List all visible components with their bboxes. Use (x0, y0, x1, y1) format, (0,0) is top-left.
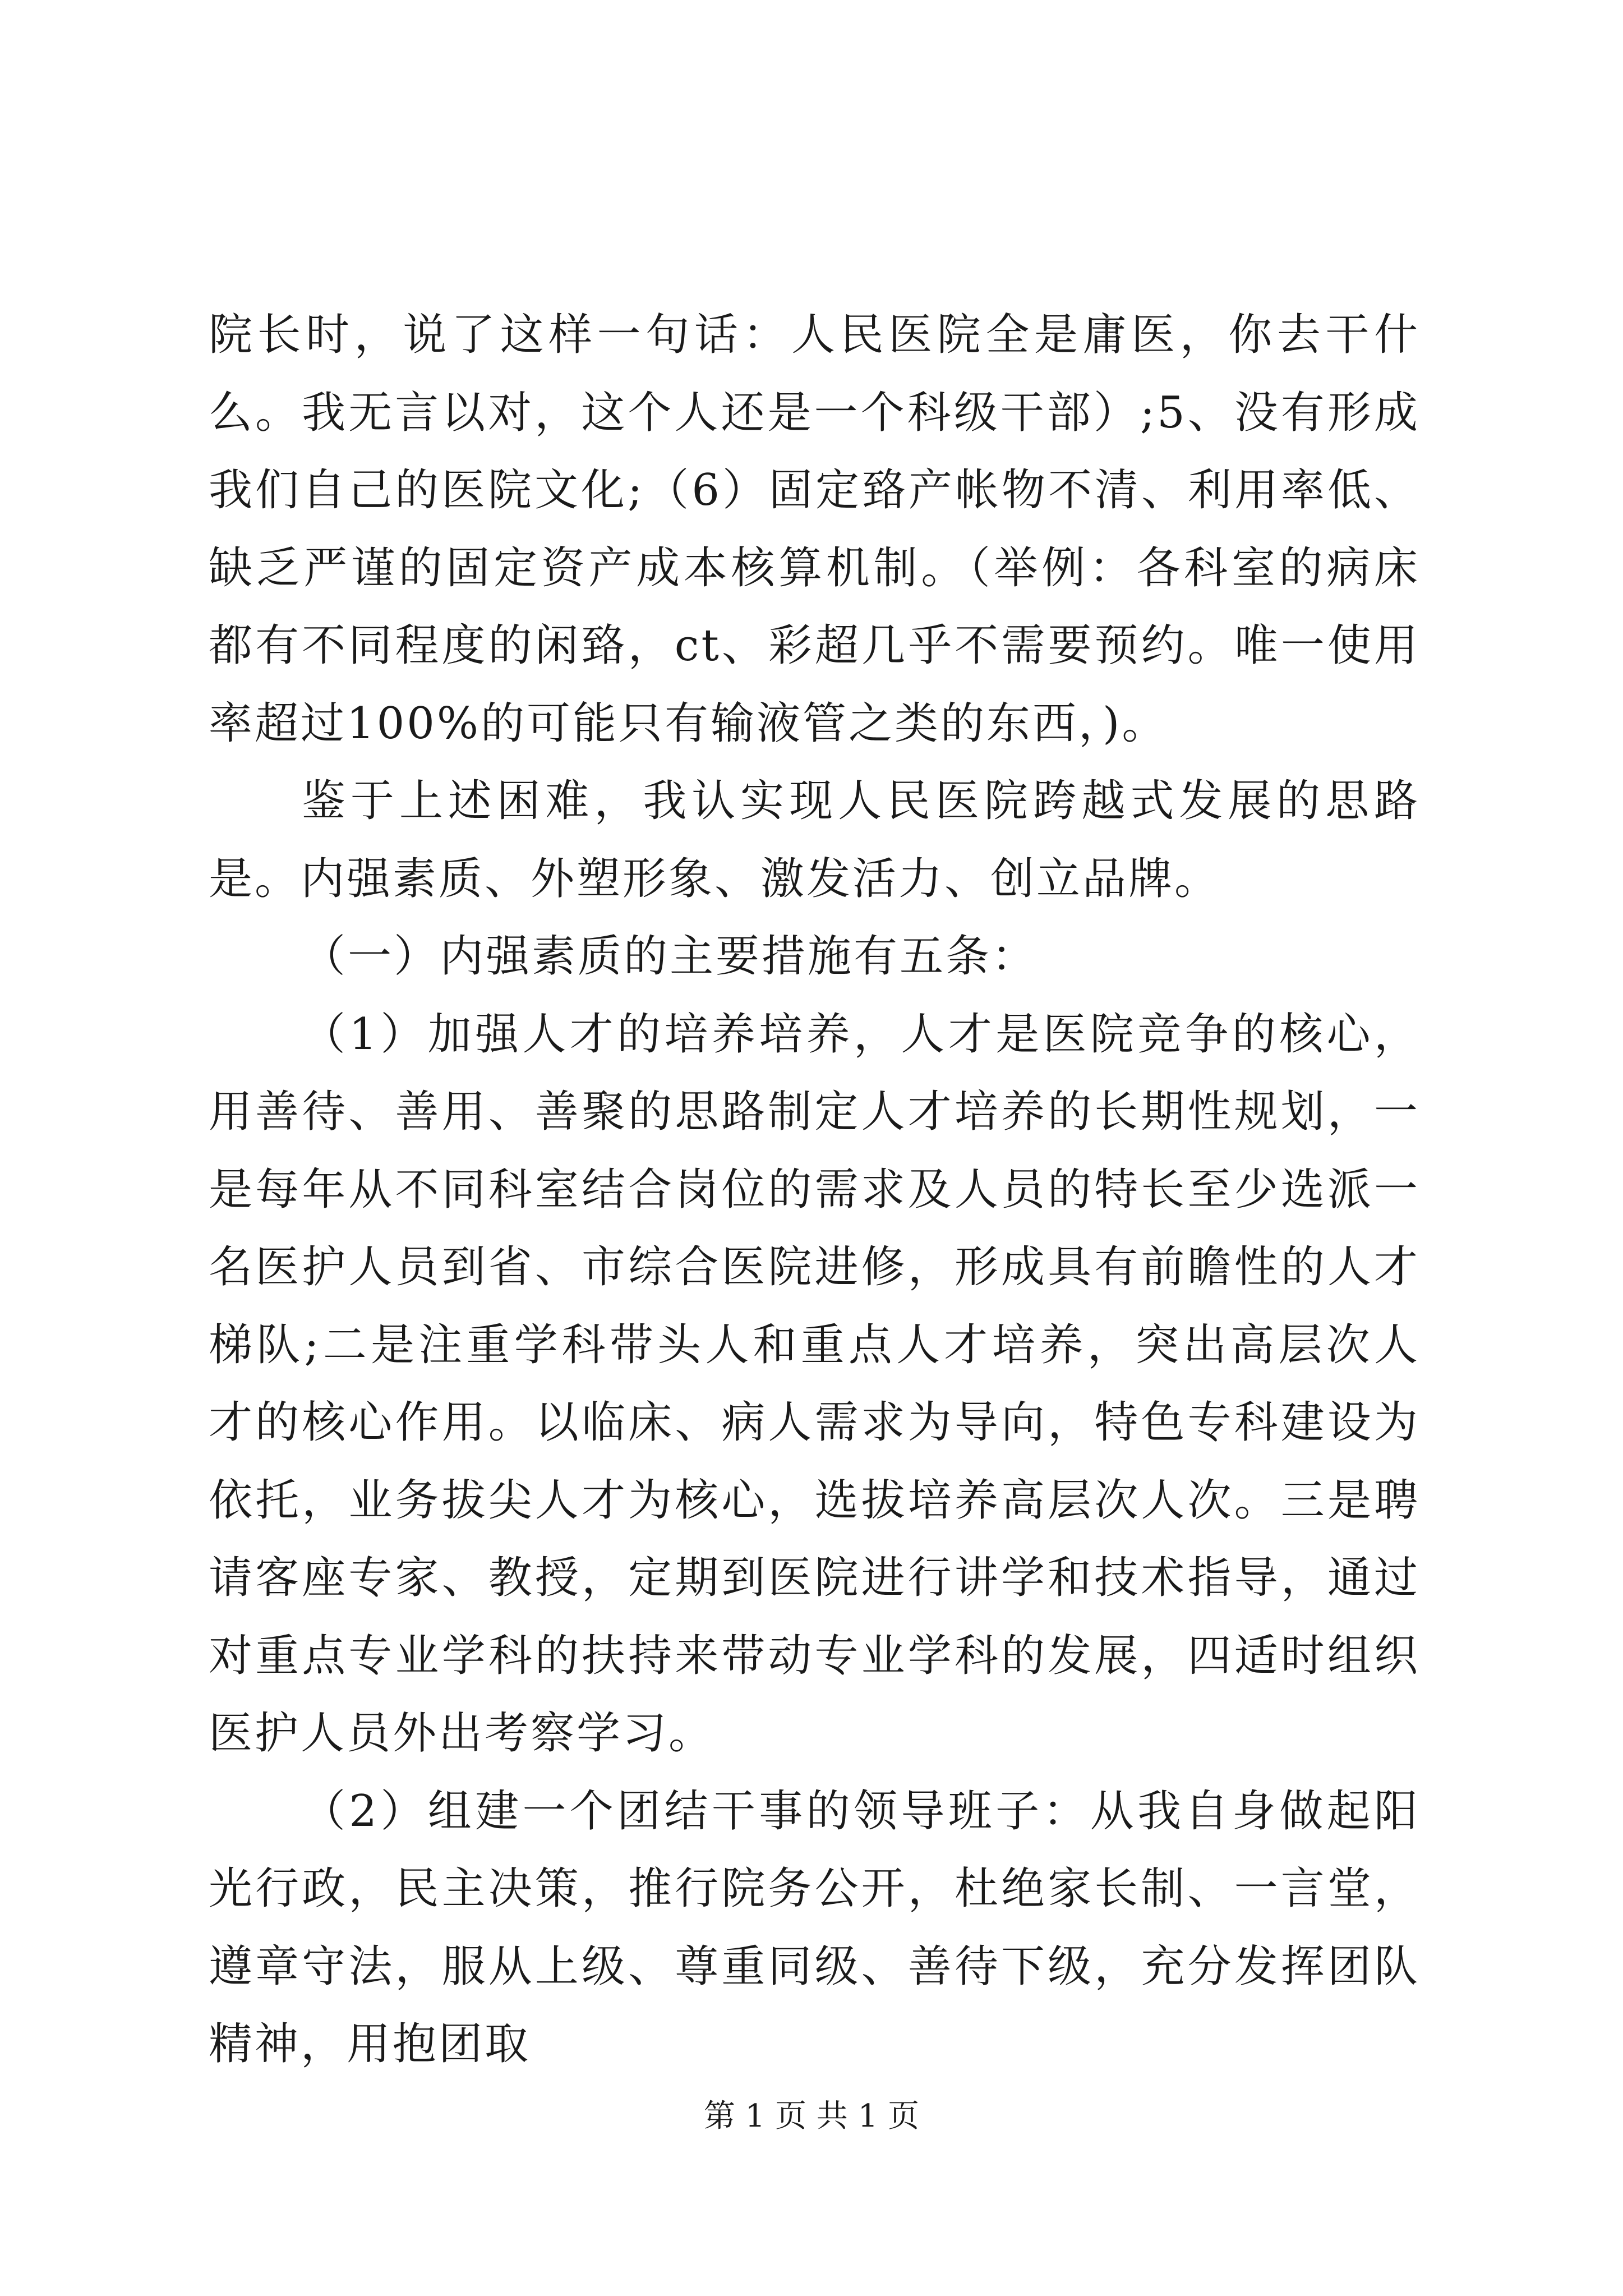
document-body (209, 296, 1420, 2083)
paragraph-talent-training: （1）加强人才的培养培养，人才是医院竞争的核心，用善待、善用、善聚的思路制定人才培养的长期性规划，一是每年从不同科室结合岗位的需求及人员的特长至少选派一名医护人员到省、市综合医院进修，形成具有前瞻性的人才梯队;二是注重学科带头人和重点人才培养，突出高层次人才的核心作用。以临床、病人需求为导向，特色专科建设为依托，业务拔尖人才为核心，选拔培养高层次人次。三是聘请客座专家、教授，定期到医院进行讲学和技术指导，通过对重点专业学科的扶持来带动专业学科的发展，四适时组织医护人员外出考察学习。 (209, 1009, 1420, 1759)
page-number-footer: 第 1 页 共 1 页 (703, 2098, 920, 2134)
paragraph-leadership-team: （2）组建一个团结干事的领导班子：从我自身做起阳光行政，民主决策，推行院务公开，杜绝家长制、一言堂，遵章守法，服从上级、尊重同级、善待下级，充分发挥团队精神，用抱团取 (209, 1786, 1420, 2069)
paragraph-development-ideas: 鉴于上述困难，我认实现人民医院跨越式发展的思路是。内强素质、外塑形象、激发活力、创立品牌。 (209, 776, 1420, 904)
paragraph-continued: 院长时，说了这样一句话：人民医院全是庸医，你去干什么。我无言以对，这个人还是一个科级干部）;5、没有形成我们自己的医院文化;（6）固定臵产帐物不清、利用率低、缺乏严谨的固定资产成本核算机制。（举例：各科室的病床都有不同程度的闲臵，ct、彩超几乎不需要预约。唯一使用率超过100%的可能只有输液管之类的东西，)。 (209, 310, 1420, 749)
section-heading-inner-quality: （一）内强素质的主要措施有五条： (302, 931, 1038, 982)
